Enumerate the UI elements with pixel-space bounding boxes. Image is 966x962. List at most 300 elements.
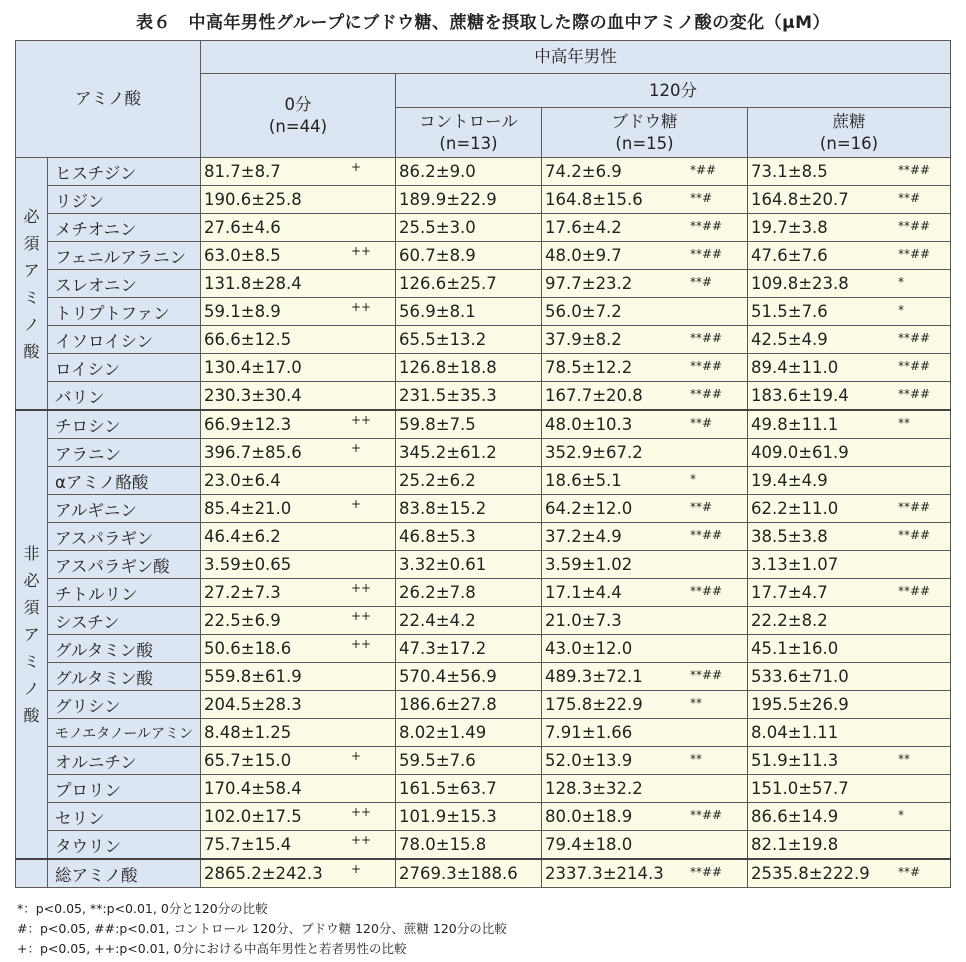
- value-sucrose-value: 8.04±1.11: [751, 723, 839, 742]
- value-glucose-value: 7.91±1.66: [545, 723, 633, 742]
- value-sucrose: [748, 439, 951, 467]
- value-glucose: [542, 158, 748, 186]
- value-sucrose-value: 533.6±71.0: [751, 667, 849, 686]
- value-glucose: [542, 410, 748, 439]
- value-sucrose: [748, 410, 951, 439]
- amino-acid-name: モノエタノールアミン: [48, 719, 201, 747]
- value-control: [396, 747, 542, 775]
- value-glucose-value: 18.6±5.1: [545, 471, 622, 490]
- value-0min: [201, 467, 396, 495]
- table-row: [16, 719, 951, 747]
- value-sucrose-significance: **##: [898, 584, 931, 598]
- table-row: [16, 214, 951, 242]
- amino-acid-name: αアミノ酪酸: [48, 467, 201, 495]
- value-glucose-value: 64.2±12.0: [545, 499, 633, 518]
- total-sucrose-value: 2535.8±222.9: [751, 864, 870, 883]
- amino-acid-name: グルタミン酸: [48, 663, 201, 691]
- header-0min: [201, 74, 396, 158]
- header-120min: 120分: [396, 74, 951, 108]
- value-0min: [201, 495, 396, 523]
- table-row: [16, 410, 951, 439]
- table-row: [16, 775, 951, 803]
- value-0min: [201, 354, 396, 382]
- value-control-value: 22.4±4.2: [399, 611, 476, 630]
- value-control: [396, 326, 542, 354]
- value-glucose-value: 97.7±23.2: [545, 274, 633, 293]
- value-glucose-significance: **##: [690, 668, 723, 682]
- value-0min-value: 190.6±25.8: [204, 190, 302, 209]
- value-control: [396, 663, 542, 691]
- value-0min-value: 85.4±21.0: [204, 499, 292, 518]
- nonessential-group-char: 非: [23, 544, 40, 563]
- value-0min-significance: ++: [351, 300, 372, 314]
- value-glucose: [542, 635, 748, 663]
- table-row: [16, 663, 951, 691]
- value-glucose: [542, 831, 748, 860]
- value-0min: [201, 214, 396, 242]
- table-title: 表６ 中高年男性グループにブドウ糖、蔗糖を摂取した際の血中アミノ酸の変化（μM）: [135, 13, 831, 33]
- value-0min-significance: ++: [351, 833, 372, 847]
- value-glucose: [542, 523, 748, 551]
- value-sucrose-value: 42.5±4.9: [751, 330, 828, 349]
- value-sucrose-value: 51.9±11.3: [751, 751, 839, 770]
- value-control: [396, 382, 542, 411]
- value-glucose-significance: **##: [690, 808, 723, 822]
- value-glucose-value: 79.4±18.0: [545, 835, 633, 854]
- value-0min-value: 27.6±4.6: [204, 218, 281, 237]
- value-0min: [201, 523, 396, 551]
- value-0min: [201, 270, 396, 298]
- total-sucrose: [748, 859, 951, 888]
- header-glucose-label: ブドウ糖: [611, 111, 678, 131]
- value-0min-value: 46.4±6.2: [204, 527, 281, 546]
- value-sucrose-value: 109.8±23.8: [751, 274, 849, 293]
- value-control: [396, 719, 542, 747]
- value-0min: [201, 298, 396, 326]
- value-sucrose: [748, 831, 951, 860]
- value-sucrose-value: 38.5±3.8: [751, 527, 828, 546]
- value-sucrose-value: 164.8±20.7: [751, 190, 849, 209]
- value-0min-value: 27.2±7.3: [204, 583, 281, 602]
- value-control-value: 8.02±1.49: [399, 723, 487, 742]
- value-glucose-significance: *##: [690, 163, 717, 177]
- value-sucrose: [748, 495, 951, 523]
- value-control: [396, 186, 542, 214]
- value-control: [396, 270, 542, 298]
- value-glucose-value: 21.0±7.3: [545, 611, 622, 630]
- value-glucose: [542, 775, 748, 803]
- value-control-value: 47.3±17.2: [399, 639, 487, 658]
- value-glucose-value: 17.1±4.4: [545, 583, 622, 602]
- value-sucrose: [748, 719, 951, 747]
- value-sucrose-significance: **##: [898, 331, 931, 345]
- value-glucose: [542, 747, 748, 775]
- nonessential-group-char: 酸: [23, 706, 40, 725]
- value-control: [396, 410, 542, 439]
- value-sucrose-significance: **##: [898, 163, 931, 177]
- value-glucose-value: 175.8±22.9: [545, 695, 643, 714]
- value-0min-value: 65.7±15.0: [204, 751, 292, 770]
- header-control: [396, 108, 542, 158]
- value-sucrose-value: 19.4±4.9: [751, 471, 828, 490]
- value-glucose: [542, 382, 748, 411]
- value-0min-value: 8.48±1.25: [204, 723, 292, 742]
- value-glucose-significance: **##: [690, 359, 723, 373]
- value-glucose-value: 37.9±8.2: [545, 330, 622, 349]
- value-sucrose: [748, 663, 951, 691]
- value-glucose: [542, 214, 748, 242]
- value-0min-significance: +: [351, 497, 362, 511]
- value-sucrose-value: 151.0±57.7: [751, 779, 849, 798]
- table-row: [16, 186, 951, 214]
- value-0min-value: 23.0±6.4: [204, 471, 281, 490]
- value-sucrose: [748, 214, 951, 242]
- value-0min-significance: +: [351, 160, 362, 174]
- value-glucose-significance: **#: [690, 275, 713, 289]
- value-glucose: [542, 551, 748, 579]
- value-0min: [201, 803, 396, 831]
- value-sucrose-value: 62.2±11.0: [751, 499, 839, 518]
- value-glucose-value: 43.0±12.0: [545, 639, 633, 658]
- value-glucose: [542, 242, 748, 270]
- value-glucose: [542, 298, 748, 326]
- value-glucose: [542, 495, 748, 523]
- value-sucrose: [748, 803, 951, 831]
- value-glucose: [542, 186, 748, 214]
- value-control: [396, 467, 542, 495]
- value-sucrose-value: 45.1±16.0: [751, 639, 839, 658]
- value-0min-value: 131.8±28.4: [204, 274, 302, 293]
- table-row: [16, 523, 951, 551]
- amino-acid-name: ロイシン: [48, 354, 201, 382]
- header-glucose-n: (n=15): [615, 133, 674, 153]
- value-sucrose-significance: **##: [898, 247, 931, 261]
- value-0min: [201, 663, 396, 691]
- value-0min-value: 75.7±15.4: [204, 835, 292, 854]
- value-glucose: [542, 719, 748, 747]
- value-control-value: 126.8±18.8: [399, 358, 497, 377]
- nonessential-group-char: 須: [23, 598, 40, 617]
- total-control-value: 2769.3±188.6: [399, 864, 518, 883]
- value-glucose-value: 3.59±1.02: [545, 555, 633, 574]
- table-row: [16, 467, 951, 495]
- total-amino-acid-name: 総アミノ酸: [48, 859, 201, 888]
- value-glucose-value: 37.2±4.9: [545, 527, 622, 546]
- header-amino-acid: アミノ酸: [16, 41, 201, 158]
- nonessential-group-char: ア: [23, 625, 40, 644]
- value-glucose-value: 128.3±32.2: [545, 779, 643, 798]
- legend-asterisk: *：p<0.05, **:p<0.01, 0分と120分の比較: [17, 901, 268, 916]
- value-0min: [201, 579, 396, 607]
- value-sucrose: [748, 551, 951, 579]
- nonessential-group-label: [16, 410, 48, 859]
- value-sucrose: [748, 158, 951, 186]
- value-control: [396, 354, 542, 382]
- value-0min-significance: ++: [351, 637, 372, 651]
- value-control: [396, 523, 542, 551]
- table-row: [16, 803, 951, 831]
- header-0min-label: 0分: [284, 94, 312, 114]
- value-control-value: 186.6±27.8: [399, 695, 497, 714]
- value-0min-value: 81.7±8.7: [204, 162, 281, 181]
- amino-acid-name: タウリン: [48, 831, 201, 860]
- total-group-cell: [16, 859, 48, 888]
- table-row: [16, 607, 951, 635]
- value-0min: [201, 410, 396, 439]
- value-0min: [201, 158, 396, 186]
- value-sucrose-value: 409.0±61.9: [751, 443, 849, 462]
- value-glucose-significance: **#: [690, 500, 713, 514]
- total-0min: [201, 859, 396, 888]
- value-0min-value: 102.0±17.5: [204, 807, 302, 826]
- amino-acid-name: トリプトファン: [48, 298, 201, 326]
- value-0min-significance: +: [351, 749, 362, 763]
- value-control-value: 101.9±15.3: [399, 807, 497, 826]
- value-control-value: 60.7±8.9: [399, 246, 476, 265]
- value-0min-value: 204.5±28.3: [204, 695, 302, 714]
- header-sucrose: [748, 108, 951, 158]
- value-sucrose-significance: **##: [898, 500, 931, 514]
- value-sucrose-value: 86.6±14.9: [751, 807, 839, 826]
- value-sucrose-significance: *: [898, 808, 904, 822]
- value-sucrose-value: 51.5±7.6: [751, 302, 828, 321]
- value-glucose: [542, 579, 748, 607]
- essential-group-char: 必: [23, 206, 40, 226]
- value-glucose-value: 48.0±9.7: [545, 246, 622, 265]
- value-0min-value: 3.59±0.65: [204, 555, 292, 574]
- table-row: [16, 242, 951, 270]
- amino-acid-table: [15, 40, 951, 888]
- value-control: [396, 775, 542, 803]
- value-glucose-value: 52.0±13.9: [545, 751, 633, 770]
- value-sucrose-value: 195.5±26.9: [751, 695, 849, 714]
- value-glucose: [542, 691, 748, 719]
- table-row: [16, 635, 951, 663]
- value-glucose-value: 74.2±6.9: [545, 162, 622, 181]
- value-control-value: 83.8±15.2: [399, 499, 487, 518]
- value-glucose: [542, 663, 748, 691]
- value-sucrose: [748, 691, 951, 719]
- value-glucose-significance: **##: [690, 387, 723, 401]
- amino-acid-name: ヒスチジン: [48, 158, 201, 186]
- value-control: [396, 607, 542, 635]
- value-glucose: [542, 607, 748, 635]
- value-control-value: 25.2±6.2: [399, 471, 476, 490]
- amino-acid-name: セリン: [48, 803, 201, 831]
- value-glucose-significance: **##: [690, 219, 723, 233]
- amino-acid-name: イソロイシン: [48, 326, 201, 354]
- nonessential-group-char: ノ: [23, 679, 40, 698]
- essential-group-char: ミ: [23, 287, 40, 307]
- value-0min-significance: ++: [351, 413, 372, 427]
- amino-acid-name: スレオニン: [48, 270, 201, 298]
- essential-group-label: [16, 158, 48, 411]
- table-row: [16, 691, 951, 719]
- value-control-value: 25.5±3.0: [399, 218, 476, 237]
- value-control-value: 126.6±25.7: [399, 274, 497, 293]
- value-glucose-value: 48.0±10.3: [545, 415, 633, 434]
- value-glucose-value: 164.8±15.6: [545, 190, 643, 209]
- value-sucrose: [748, 270, 951, 298]
- essential-group-char: 須: [23, 233, 40, 253]
- table-row: [16, 747, 951, 775]
- value-sucrose: [748, 607, 951, 635]
- amino-acid-name: アルギニン: [48, 495, 201, 523]
- value-sucrose-significance: **: [898, 416, 910, 430]
- value-0min-value: 59.1±8.9: [204, 302, 281, 321]
- value-sucrose-value: 82.1±19.8: [751, 835, 839, 854]
- amino-acid-name: アスパラギン: [48, 523, 201, 551]
- value-control-value: 65.5±13.2: [399, 330, 487, 349]
- value-control: [396, 298, 542, 326]
- value-control-value: 161.5±63.7: [399, 779, 497, 798]
- value-glucose: [542, 803, 748, 831]
- value-sucrose-value: 19.7±3.8: [751, 218, 828, 237]
- amino-acid-name: チロシン: [48, 410, 201, 439]
- value-0min: [201, 775, 396, 803]
- value-glucose-significance: **: [690, 752, 702, 766]
- value-0min-value: 66.9±12.3: [204, 415, 292, 434]
- legend-plus: +：p<0.05, ++:p<0.01, 0分における中高年男性と若者男性の比較: [17, 941, 407, 956]
- value-0min: [201, 607, 396, 635]
- amino-acid-name: グルタミン酸: [48, 635, 201, 663]
- value-sucrose-value: 47.6±7.6: [751, 246, 828, 265]
- table-row: [16, 354, 951, 382]
- value-control: [396, 579, 542, 607]
- value-control: [396, 495, 542, 523]
- value-0min-value: 230.3±30.4: [204, 386, 302, 405]
- value-0min-value: 559.8±61.9: [204, 667, 302, 686]
- value-glucose-significance: **#: [690, 416, 713, 430]
- value-sucrose-value: 183.6±19.4: [751, 386, 849, 405]
- table-row: [16, 579, 951, 607]
- essential-group-char: ノ: [23, 314, 40, 334]
- total-glucose: [542, 859, 748, 888]
- value-0min: [201, 747, 396, 775]
- amino-acid-name: オルニチン: [48, 747, 201, 775]
- value-control: [396, 691, 542, 719]
- table-row: [16, 551, 951, 579]
- value-glucose: [542, 467, 748, 495]
- amino-acid-name: リジン: [48, 186, 201, 214]
- header-0min-n: (n=44): [268, 116, 328, 136]
- amino-acid-name: アラニン: [48, 439, 201, 467]
- amino-acid-name: プロリン: [48, 775, 201, 803]
- value-sucrose-significance: **##: [898, 387, 931, 401]
- value-control: [396, 214, 542, 242]
- value-0min: [201, 551, 396, 579]
- total-sucrose-significance: **#: [898, 865, 921, 879]
- value-glucose-significance: *: [690, 472, 696, 486]
- total-glucose-significance: **##: [690, 865, 723, 879]
- value-glucose-value: 167.7±20.8: [545, 386, 643, 405]
- amino-acid-name: フェニルアラニン: [48, 242, 201, 270]
- value-sucrose-significance: **#: [898, 191, 921, 205]
- table-row: [16, 439, 951, 467]
- value-sucrose-value: 49.8±11.1: [751, 415, 839, 434]
- value-sucrose: [748, 354, 951, 382]
- total-0min-significance: +: [351, 862, 362, 876]
- header-control-label: コントロール: [419, 111, 518, 131]
- value-glucose-significance: **##: [690, 528, 723, 542]
- value-0min: [201, 831, 396, 860]
- value-sucrose: [748, 467, 951, 495]
- value-glucose-value: 352.9±67.2: [545, 443, 643, 462]
- value-0min-significance: ++: [351, 805, 372, 819]
- amino-acid-name: グリシン: [48, 691, 201, 719]
- amino-acid-name: バリン: [48, 382, 201, 411]
- value-0min: [201, 691, 396, 719]
- value-sucrose-significance: **##: [898, 359, 931, 373]
- value-control-value: 189.9±22.9: [399, 190, 497, 209]
- value-glucose: [542, 326, 748, 354]
- table-row: [16, 326, 951, 354]
- value-sucrose: [748, 298, 951, 326]
- total-control: [396, 859, 542, 888]
- value-0min-value: 66.6±12.5: [204, 330, 292, 349]
- value-glucose-value: 78.5±12.2: [545, 358, 633, 377]
- amino-acid-name: アスパラギン酸: [48, 551, 201, 579]
- value-control-value: 570.4±56.9: [399, 667, 497, 686]
- value-control: [396, 158, 542, 186]
- value-0min: [201, 242, 396, 270]
- value-glucose: [542, 439, 748, 467]
- value-sucrose-value: 89.4±11.0: [751, 358, 839, 377]
- header-sucrose-n: (n=16): [819, 133, 879, 153]
- value-glucose-value: 80.0±18.9: [545, 807, 633, 826]
- value-sucrose-value: 3.13±1.07: [751, 555, 839, 574]
- value-0min-significance: +: [351, 441, 362, 455]
- value-0min: [201, 719, 396, 747]
- value-control-value: 59.5±7.6: [399, 751, 476, 770]
- value-0min-value: 130.4±17.0: [204, 358, 302, 377]
- table-row: [16, 298, 951, 326]
- total-0min-value: 2865.2±242.3: [204, 864, 323, 883]
- value-0min-significance: ++: [351, 581, 372, 595]
- table-row: [16, 158, 951, 186]
- value-0min-value: 170.4±58.4: [204, 779, 302, 798]
- value-control: [396, 551, 542, 579]
- value-control: [396, 803, 542, 831]
- value-glucose-significance: **##: [690, 331, 723, 345]
- value-0min: [201, 635, 396, 663]
- value-0min: [201, 326, 396, 354]
- value-control-value: 86.2±9.0: [399, 162, 476, 181]
- value-control: [396, 831, 542, 860]
- header-group: 中高年男性: [201, 41, 951, 74]
- value-sucrose: [748, 747, 951, 775]
- value-control: [396, 242, 542, 270]
- value-sucrose-significance: *: [898, 303, 904, 317]
- value-sucrose-significance: **##: [898, 528, 931, 542]
- total-glucose-value: 2337.3±214.3: [545, 864, 664, 883]
- value-0min: [201, 186, 396, 214]
- value-0min-significance: ++: [351, 609, 372, 623]
- table-row: [16, 495, 951, 523]
- value-sucrose-significance: *: [898, 275, 904, 289]
- value-sucrose-value: 22.2±8.2: [751, 611, 828, 630]
- value-0min-value: 50.6±18.6: [204, 639, 292, 658]
- header-control-n: (n=13): [439, 133, 498, 153]
- value-sucrose: [748, 523, 951, 551]
- value-glucose-significance: **##: [690, 584, 723, 598]
- value-0min-value: 396.7±85.6: [204, 443, 302, 462]
- header-glucose: [542, 108, 748, 158]
- value-glucose-value: 17.6±4.2: [545, 218, 622, 237]
- value-glucose-value: 56.0±7.2: [545, 302, 622, 321]
- value-0min-value: 63.0±8.5: [204, 246, 281, 265]
- header-sucrose-label: 蔗糖: [832, 111, 866, 131]
